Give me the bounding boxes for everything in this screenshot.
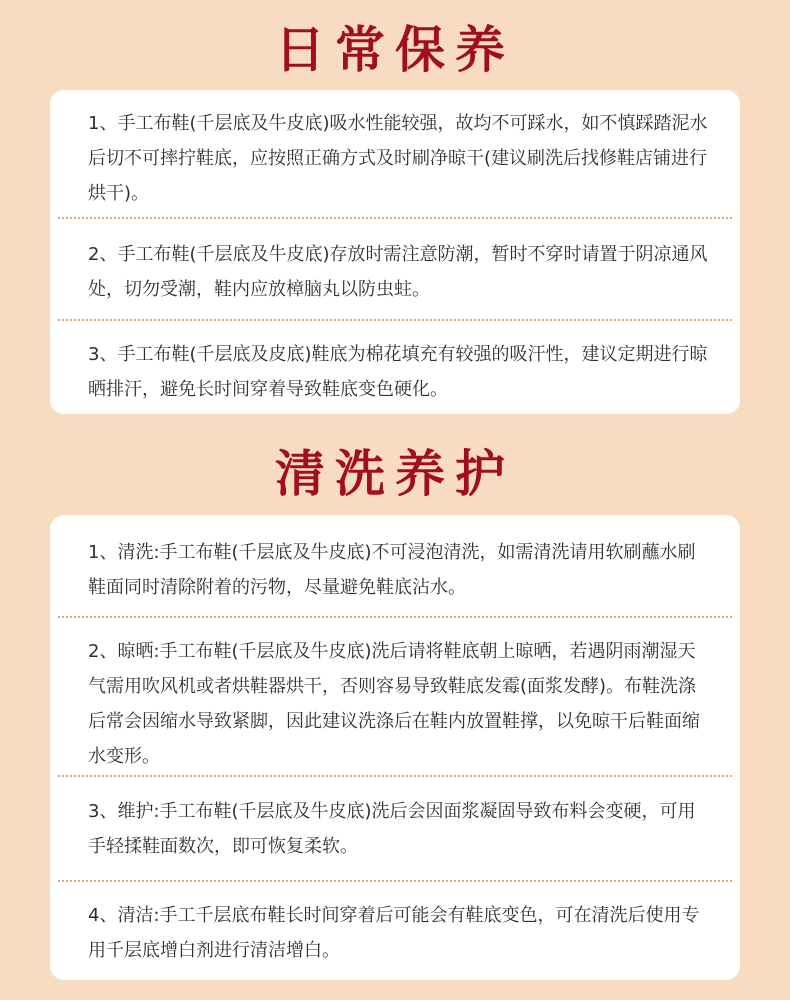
divider — [58, 880, 732, 882]
clean-item-2: 2、晾晒:手工布鞋(千层底及牛皮底)洗后请将鞋底朝上晾晒，若遇阴雨潮湿天气需用吹风机或者烘鞋器烘干，否则容易导致鞋底发霉(面浆发酵)。布鞋洗涤后常会因缩水导致紧脚，因此建议洗涤后在鞋内放置鞋撑，以免晾干后鞋面缩水变形。 — [88, 641, 700, 767]
care-item-1: 1、手工布鞋(千层底及牛皮底)吸水性能较强，故均不可踩水，如不慎踩踏泥水后切不可摔拧鞋底，应按照正确方式及时刷净晾干(建议刷洗后找修鞋店铺进行烘干)。 — [88, 113, 708, 204]
section-title-cleaning-care: 清洗养护 — [275, 444, 515, 503]
daily-care-card — [50, 90, 740, 414]
divider — [58, 217, 732, 219]
divider — [58, 616, 732, 618]
divider — [58, 775, 732, 777]
cleaning-care-card — [50, 515, 740, 980]
clean-item-4: 4、清洁:手工千层底布鞋长时间穿着后可能会有鞋底变色，可在清洗后使用专用千层底增白剂进行清洁增白。 — [88, 905, 700, 961]
clean-item-1: 1、清洗:手工布鞋(千层底及牛皮底)不可浸泡清洗，如需清洗请用软刷蘸水刷鞋面同时清除附着的污物，尽量避免鞋底沾水。 — [88, 542, 696, 598]
divider — [58, 319, 732, 321]
care-item-2: 2、手工布鞋(千层底及牛皮底)存放时需注意防潮，暂时不穿时请置于阴凉通风处，切勿受潮，鞋内应放樟脑丸以防虫蛀。 — [88, 244, 708, 300]
care-item-3: 3、手工布鞋(千层底及皮底)鞋底为棉花填充有较强的吸汗性，建议定期进行晾晒排汗，避免长时间穿着导致鞋底变色硬化。 — [88, 344, 708, 400]
section-title-daily-care: 日常保养 — [275, 20, 515, 79]
clean-item-3: 3、维护:手工布鞋(千层底及牛皮底)洗后会因面浆凝固导致布料会变硬，可用手轻揉鞋面数次，即可恢复柔软。 — [88, 801, 696, 857]
